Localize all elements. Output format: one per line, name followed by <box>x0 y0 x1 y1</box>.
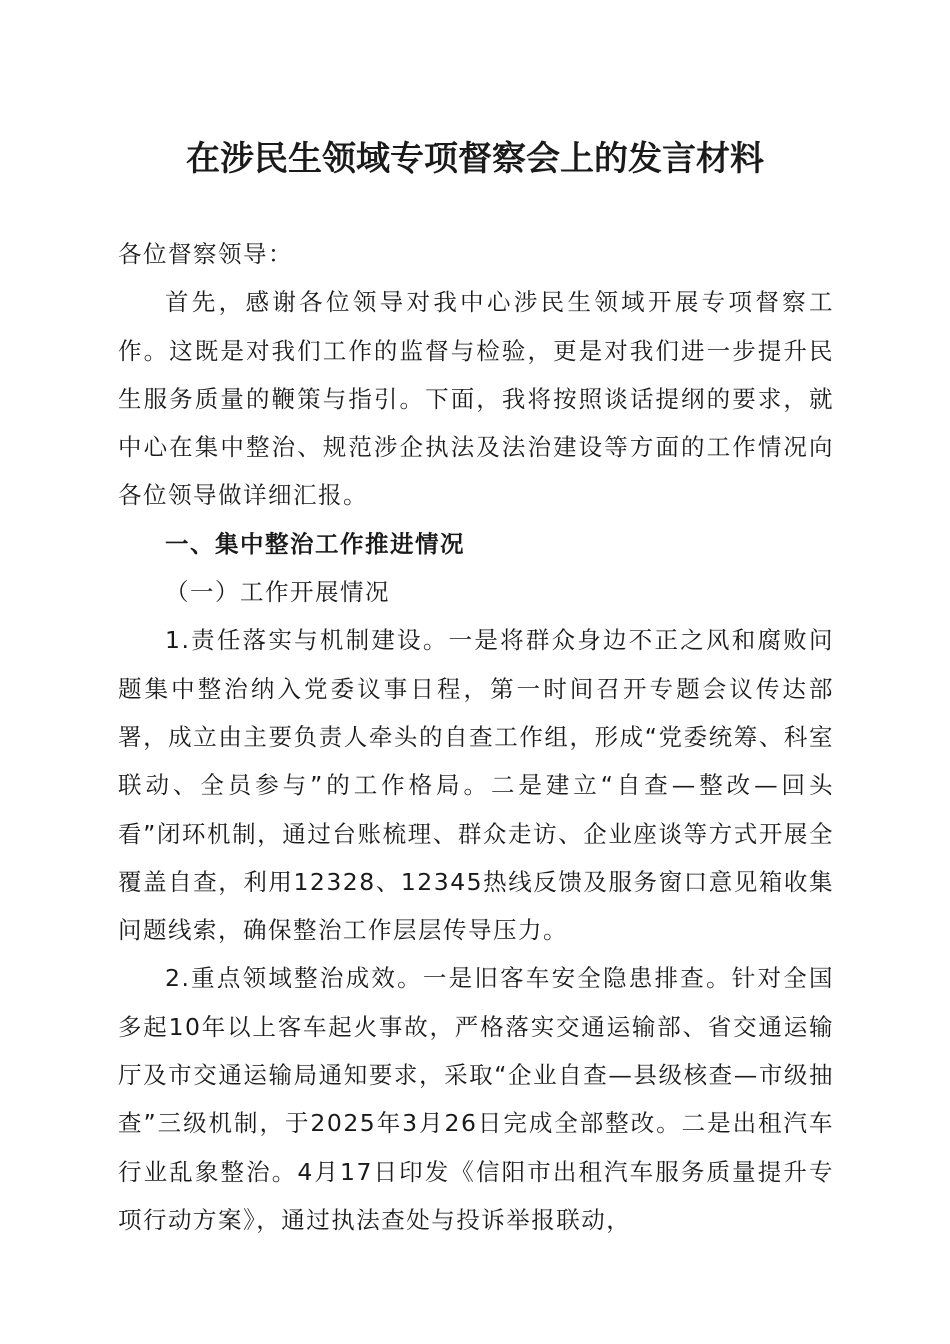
salutation: 各位督察领导： <box>118 240 293 268</box>
document-title: 在涉民生领域专项督察会上的发言材料 <box>186 139 764 179</box>
paragraph-item-2: 2.重点领域整治成效。一是旧客车安全隐患排查。针对全国多起10年以上客车起火事故，严格落实交通运输部、省交通运输厅及市交通运输局通知要求，采取“企业自查—县级核查—市级抽查”三级机制，于2025年3月26日完成全部整改。二是出租汽车行业乱象整治。4月17日印发《信阳市出租汽车服务质量提升专项行动方案》，通过执法查处与投诉举报联动， <box>118 964 834 1234</box>
paragraph-item-1: 1.责任落实与机制建设。一是将群众身边不正之风和腐败问题集中整治纳入党委议事日程，第一时间召开专题会议传达部署，成立由主要负责人牵头的自查工作组，形成“党委统筹、科室联动、全员参与”的工作格局。二是建立“自查—整改—回头看”闭环机制，通过台账梳理、群众走访、企业座谈等方式开展全覆盖自查，利用12328、12345热线反馈及服务窗口意见箱收集问题线索，确保整治工作层层传导压力。 <box>118 626 834 945</box>
opening-paragraph: 首先，感谢各位领导对我中心涉民生领域开展专项督察工作。这既是对我们工作的监督与检验，更是对我们进一步提升民生服务质量的鞭策与指引。下面，我将按照谈话提纲的要求，就中心在集中整治、规范涉企执法及法治建设等方面的工作情况向各位领导做详细汇报。 <box>118 288 834 510</box>
subsection-heading: （一）工作开展情况 <box>165 578 390 607</box>
section-heading: 一、集中整治工作推进情况 <box>165 529 465 558</box>
document-body <box>118 230 834 1244</box>
